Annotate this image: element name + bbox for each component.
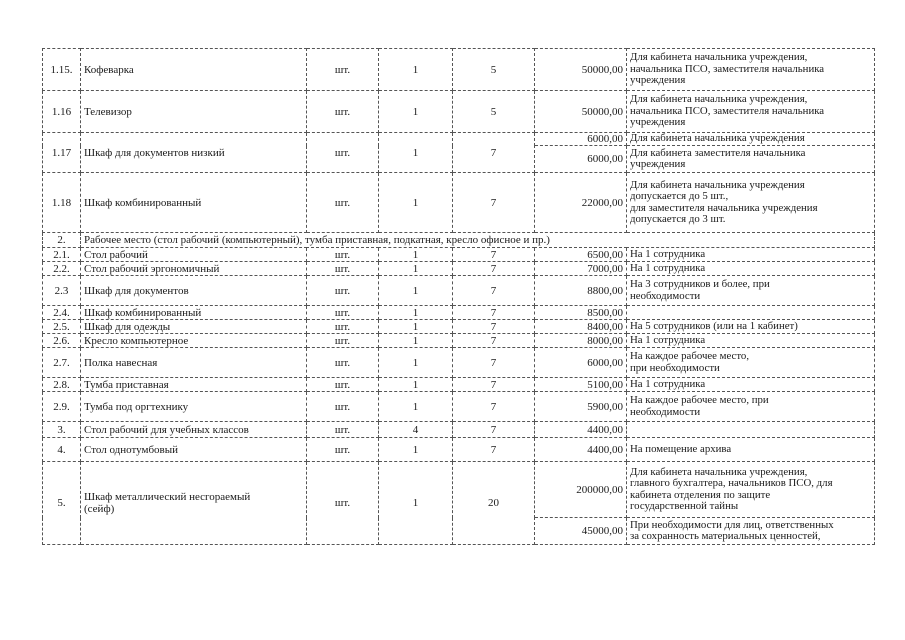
item-name: Кресло компьютерное (81, 334, 307, 348)
item-note (627, 422, 875, 438)
item-quantity: 1 (379, 262, 453, 276)
item-unit: шт. (307, 422, 379, 438)
item-price: 200000,00 (535, 462, 627, 518)
item-service-life: 7 (453, 378, 535, 392)
item-price: 6000,00 (535, 146, 627, 173)
item-number: 2.6. (43, 334, 81, 348)
table-row (43, 378, 875, 392)
item-note: Для кабинета заместителя начальника учреждения (627, 146, 875, 173)
table-row (43, 173, 875, 233)
item-note: При необходимости для лиц, ответственных за сохранность материальных ценностей, (627, 518, 875, 545)
item-price: 5100,00 (535, 378, 627, 392)
table-row (43, 91, 875, 133)
item-note: На 1 сотрудника (627, 334, 875, 348)
item-name: Кофеварка (81, 49, 307, 91)
item-quantity: 1 (379, 91, 453, 133)
section-row (43, 233, 875, 248)
item-unit: шт. (307, 262, 379, 276)
item-number: 2.9. (43, 392, 81, 422)
item-note: Для кабинета начальника учреждения, главного бухгалтера, начальников ПСО, для кабинета отделения по защите государственной тайны (627, 462, 875, 518)
item-unit: шт. (307, 173, 379, 233)
section-title: Рабочее место (стол рабочий (компьютерный), тумба приставная, подкатная, кресло офисное и пр.) (81, 233, 875, 248)
item-unit: шт. (307, 320, 379, 334)
item-name: Шкаф для документов низкий (81, 133, 307, 173)
item-number: 1.18 (43, 173, 81, 233)
item-service-life: 5 (453, 91, 535, 133)
item-name: Шкаф для документов (81, 276, 307, 306)
item-note: На 1 сотрудника (627, 378, 875, 392)
item-note: Для кабинета начальника учреждения, начальника ПСО, заместителя начальника учреждения (627, 49, 875, 91)
item-name: Стол рабочий (81, 248, 307, 262)
item-number: 4. (43, 438, 81, 462)
item-note: На 1 сотрудника (627, 248, 875, 262)
item-quantity: 1 (379, 438, 453, 462)
item-service-life: 7 (453, 392, 535, 422)
item-number: 2.1. (43, 248, 81, 262)
item-number: 2.3 (43, 276, 81, 306)
item-price: 50000,00 (535, 91, 627, 133)
section-number: 2. (43, 233, 81, 248)
item-quantity: 1 (379, 334, 453, 348)
item-price: 4400,00 (535, 438, 627, 462)
item-service-life: 20 (453, 462, 535, 545)
item-service-life: 7 (453, 133, 535, 173)
item-note: Для кабинета начальника учреждения (627, 133, 875, 146)
item-note: На каждое рабочее место, при необходимости (627, 348, 875, 378)
item-unit: шт. (307, 49, 379, 91)
item-quantity: 1 (379, 173, 453, 233)
item-name: Стол рабочий эргономичный (81, 262, 307, 276)
item-quantity: 4 (379, 422, 453, 438)
item-unit: шт. (307, 438, 379, 462)
item-quantity: 1 (379, 276, 453, 306)
item-service-life: 7 (453, 276, 535, 306)
item-service-life: 7 (453, 173, 535, 233)
item-note: На 3 сотрудников и более, при необходимости (627, 276, 875, 306)
table-row (43, 320, 875, 334)
item-number: 2.8. (43, 378, 81, 392)
item-name: Стол рабочий для учебных классов (81, 422, 307, 438)
item-price: 8000,00 (535, 334, 627, 348)
table-row (43, 462, 875, 518)
item-quantity: 1 (379, 348, 453, 378)
item-number: 3. (43, 422, 81, 438)
item-quantity: 1 (379, 133, 453, 173)
item-service-life: 5 (453, 49, 535, 91)
item-price: 8500,00 (535, 306, 627, 320)
item-number: 5. (43, 462, 81, 545)
item-price: 50000,00 (535, 49, 627, 91)
item-unit: шт. (307, 276, 379, 306)
item-quantity: 1 (379, 49, 453, 91)
item-number: 2.4. (43, 306, 81, 320)
item-unit: шт. (307, 348, 379, 378)
item-number: 2.2. (43, 262, 81, 276)
table-row (43, 133, 875, 146)
item-name: Шкаф для одежды (81, 320, 307, 334)
item-service-life: 7 (453, 262, 535, 276)
item-name: Шкаф комбинированный (81, 173, 307, 233)
item-price: 8800,00 (535, 276, 627, 306)
item-service-life: 7 (453, 438, 535, 462)
item-name: Стол однотумбовый (81, 438, 307, 462)
table-row (43, 438, 875, 462)
item-unit: шт. (307, 91, 379, 133)
item-name: Шкаф металлический несгораемый (сейф) (81, 462, 307, 545)
table-row (43, 348, 875, 378)
item-price: 6000,00 (535, 348, 627, 378)
item-quantity: 1 (379, 320, 453, 334)
item-note: Для кабинета начальника учреждения, начальника ПСО, заместителя начальника учреждения (627, 91, 875, 133)
item-price: 5900,00 (535, 392, 627, 422)
item-price: 6500,00 (535, 248, 627, 262)
item-unit: шт. (307, 462, 379, 545)
item-quantity: 1 (379, 462, 453, 545)
item-service-life: 7 (453, 422, 535, 438)
item-price: 6000,00 (535, 133, 627, 146)
item-quantity: 1 (379, 306, 453, 320)
item-number: 1.17 (43, 133, 81, 173)
item-service-life: 7 (453, 306, 535, 320)
item-number: 2.5. (43, 320, 81, 334)
table-row (43, 248, 875, 262)
table-row (43, 334, 875, 348)
item-unit: шт. (307, 306, 379, 320)
item-price: 22000,00 (535, 173, 627, 233)
item-quantity: 1 (379, 248, 453, 262)
item-price: 7000,00 (535, 262, 627, 276)
item-service-life: 7 (453, 348, 535, 378)
table-row (43, 422, 875, 438)
item-name: Шкаф комбинированный (81, 306, 307, 320)
item-price: 4400,00 (535, 422, 627, 438)
item-price: 8400,00 (535, 320, 627, 334)
item-name: Полка навесная (81, 348, 307, 378)
item-name: Тумба приставная (81, 378, 307, 392)
item-service-life: 7 (453, 320, 535, 334)
item-name: Тумба под оргтехнику (81, 392, 307, 422)
item-note (627, 306, 875, 320)
item-unit: шт. (307, 248, 379, 262)
table-row (43, 276, 875, 306)
item-unit: шт. (307, 334, 379, 348)
item-name: Телевизор (81, 91, 307, 133)
item-note: На 1 сотрудника (627, 262, 875, 276)
item-service-life: 7 (453, 248, 535, 262)
table-row (43, 49, 875, 91)
table-row (43, 262, 875, 276)
item-number: 1.15. (43, 49, 81, 91)
item-note: Для кабинета начальника учреждения допускается до 5 шт., для заместителя начальника учреждения допускается до 3 шт. (627, 173, 875, 233)
furniture-norms-table (42, 48, 875, 545)
item-note: На каждое рабочее место, при необходимости (627, 392, 875, 422)
table-row (43, 392, 875, 422)
item-note: На 5 сотрудников (или на 1 кабинет) (627, 320, 875, 334)
item-number: 1.16 (43, 91, 81, 133)
item-unit: шт. (307, 378, 379, 392)
item-number: 2.7. (43, 348, 81, 378)
item-unit: шт. (307, 133, 379, 173)
item-price: 45000,00 (535, 518, 627, 545)
item-unit: шт. (307, 392, 379, 422)
item-service-life: 7 (453, 334, 535, 348)
item-quantity: 1 (379, 392, 453, 422)
item-quantity: 1 (379, 378, 453, 392)
table-row (43, 306, 875, 320)
item-note: На помещение архива (627, 438, 875, 462)
